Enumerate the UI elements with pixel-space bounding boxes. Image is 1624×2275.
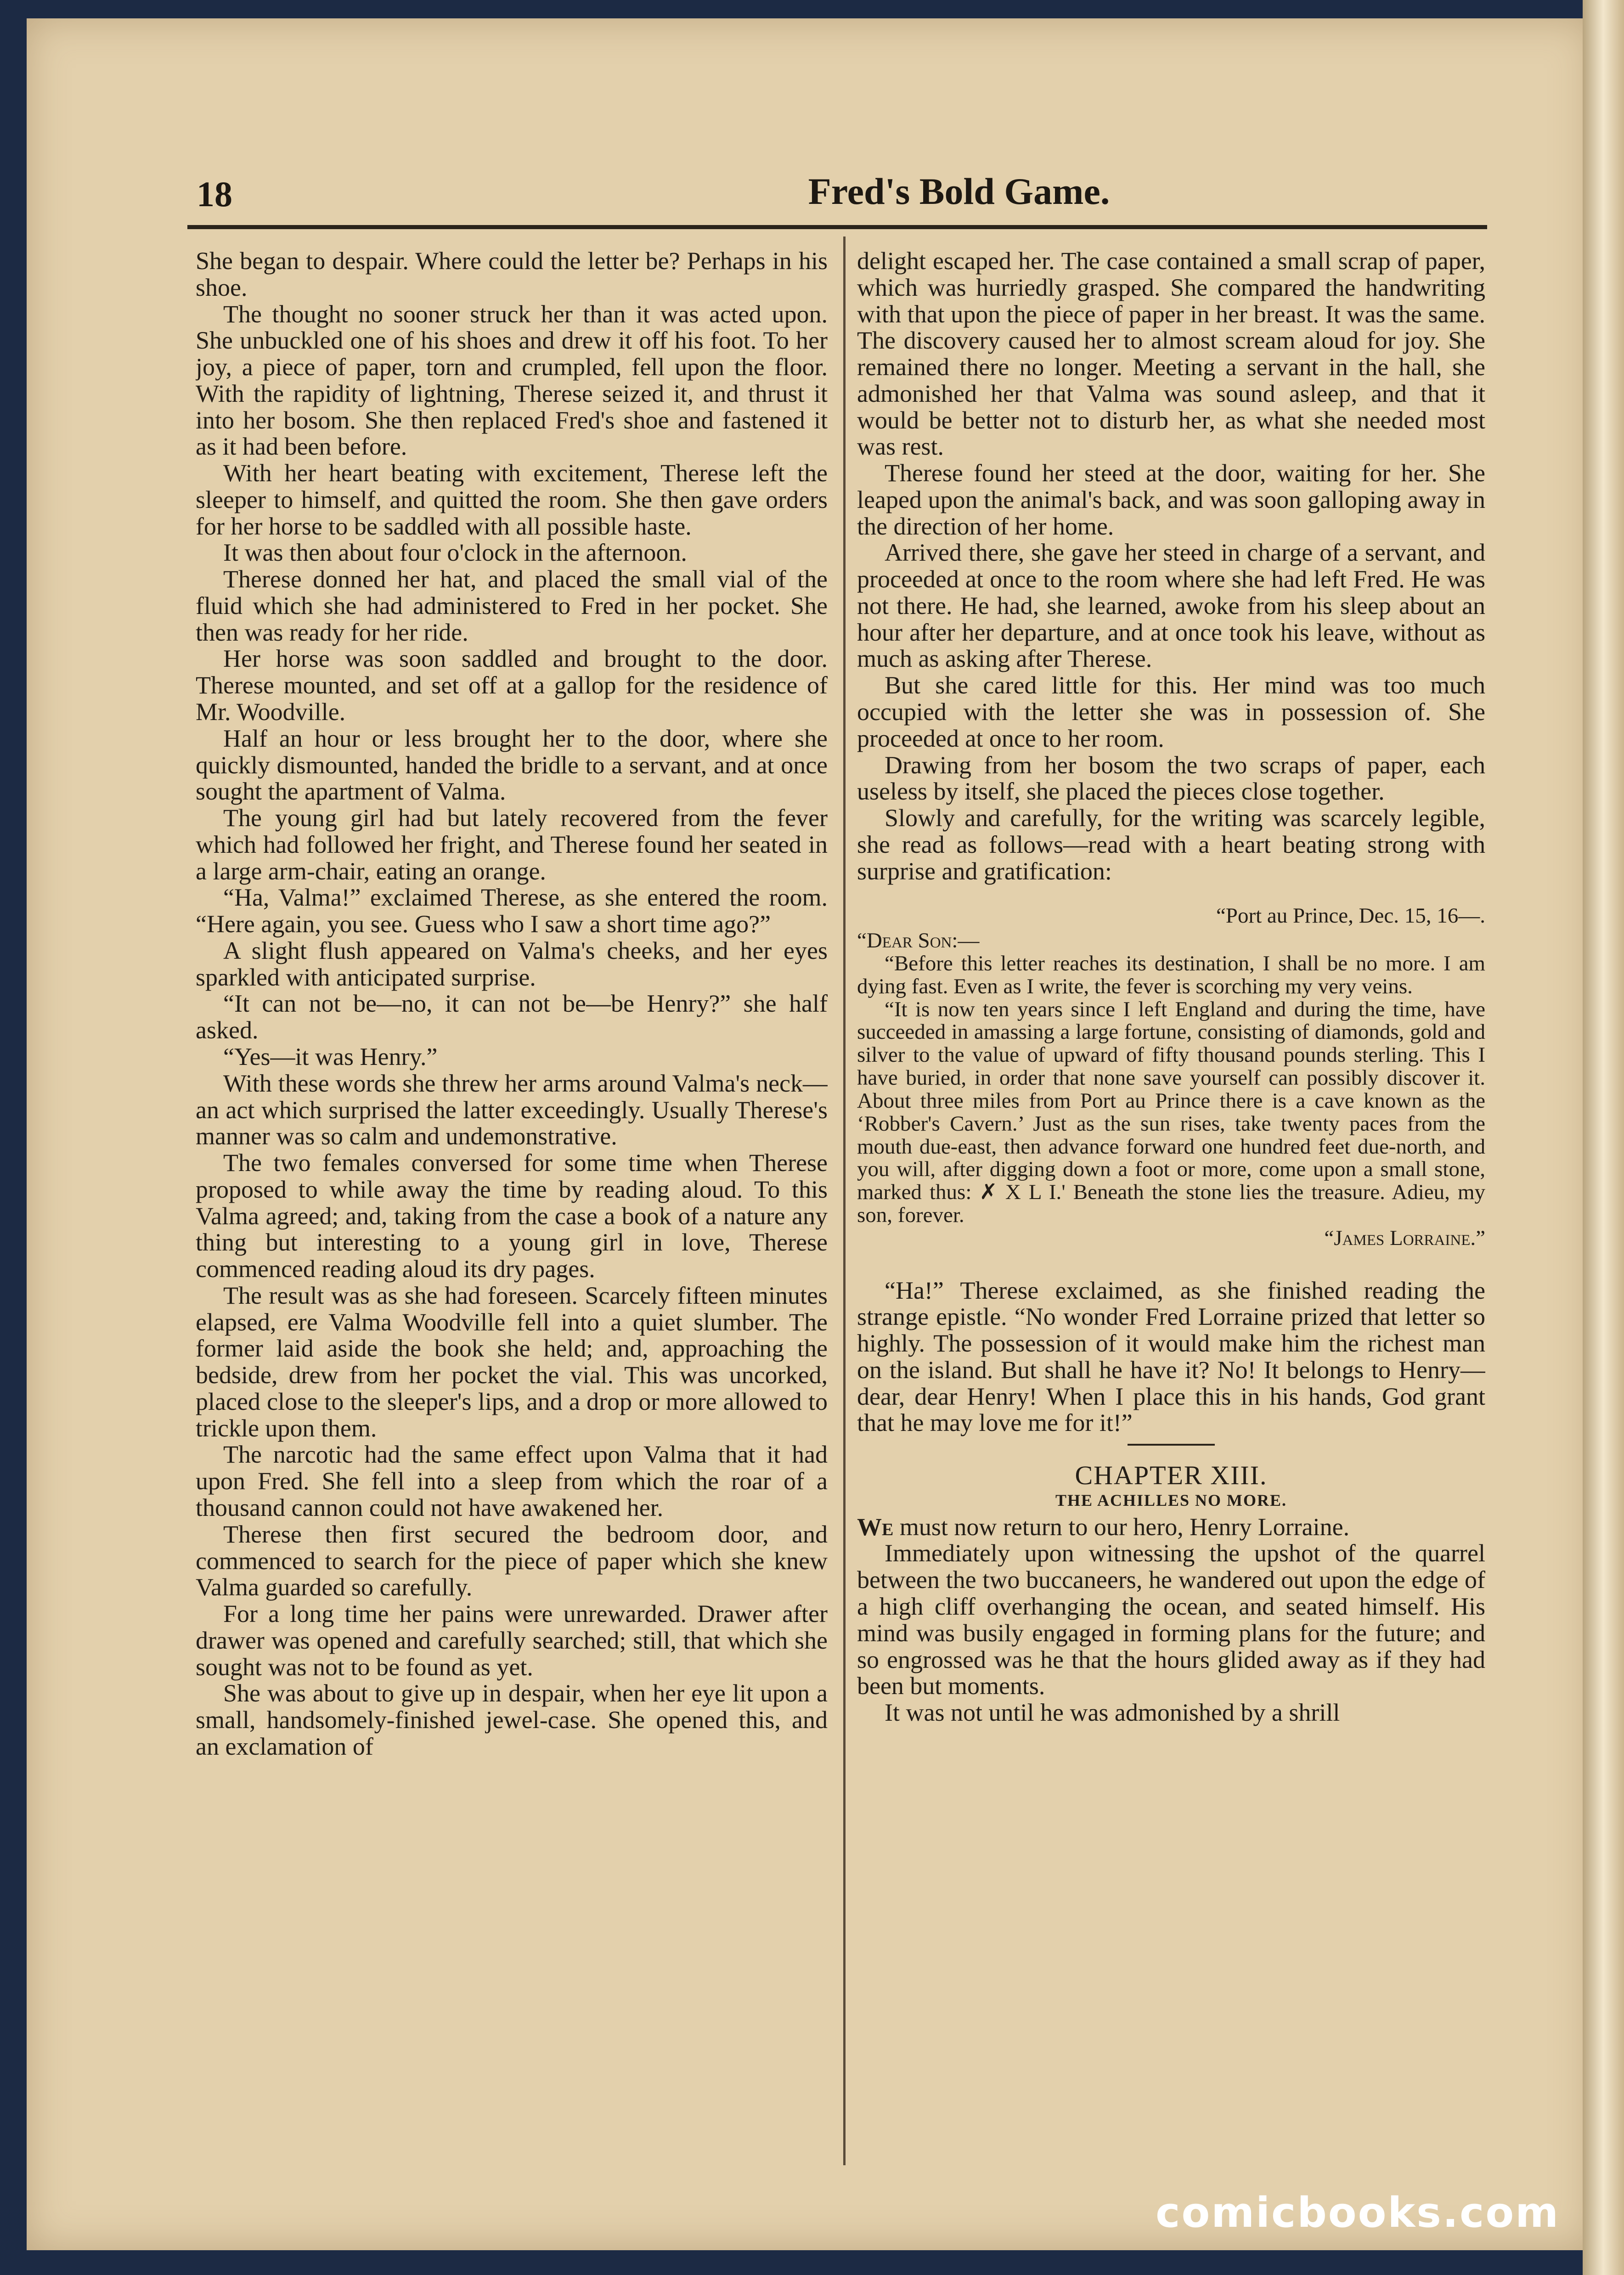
letter-paragraph: “It is now ten years since I left England and during the time, have succeeded in amassing a large fortune, consisting of diamonds, gold and silver to the value of upward of fifty thousand pounds sterling. This I have buried, in order that none save yourself can possibly discover it. About three miles from Port au Prince there is a cave known as the ‘Robber's Cavern.’ Just as the sun rises, take twenty paces from the mouth due-east, then advance forward one hundred feet due-north, and you will, after digging down a foot or more, come upon a small stone, marked thus: ✗ X L I.' Beneath the stone lies the treasure. Adieu, my son, forever. [857,997,1485,1227]
paragraph: She began to despair. Where could the letter be? Perhaps in his shoe. [196,248,828,301]
paragraph: With her heart beating with excitement, Therese left the sleeper to himself, and quitted the room. She then gave orders for her horse to be saddled with all possible haste. [196,459,828,540]
paragraph: The young girl had but lately recovered from the fever which had followed her fright, and Therese found her seated in a large arm-chair, eating an orange. [196,804,828,885]
letter-signature: “James Lorraine.” [1324,1226,1485,1250]
letter-paragraph: “Before this letter reaches its destination, I shall be no more. I am dying fast. Even as I write, the fever is scorching my very veins. [857,952,1485,998]
chapter-opening-paragraph [857,1514,1485,1541]
paragraph: “Ha!” Therese exclaimed, as she finished reading the strange epistle. “No wonder Fred Lorraine prized that letter so highly. The possession of it would make him the richest man on the island. But shall he have it? No! It belongs to Henry—dear, dear Henry! When I place this in his hands, God grant that he may love me for it!” [857,1276,1485,1437]
paragraph: For a long time her pains were unrewarded. Drawer after drawer was opened and carefully searched; still, that which she sought was not to be found as yet. [196,1600,828,1681]
paragraph: The narcotic had the same effect upon Valma that it had upon Fred. She fell into a sleep from which the roar of a thousand cannon could not have awakened her. [196,1441,828,1521]
left-column [196,248,828,2168]
header-rule [187,225,1487,229]
paragraph: Therese donned her hat, and placed the small vial of the fluid which she had administered to Fred in her pocket. She then was ready for her ride. [196,565,828,646]
column-divider [843,237,846,2165]
watermark: comicbooks.com [1156,2189,1560,2237]
letter-salutation: “Dear Son:— [857,929,980,953]
chapter-subtitle: THE ACHILLES NO MORE. [1055,1491,1287,1510]
paragraph: With these words she threw her arms around Valma's neck—an act which surprised the latter exceedingly. Usually Therese's manner was so calm and undemonstrative. [196,1069,828,1150]
right-column [857,248,1485,2168]
letter-date: “Port au Prince, Dec. 15, 16—. [1216,904,1485,928]
page-header [197,165,1483,225]
chapter-first-rest: must now return to our hero, Henry Lorraine. [893,1513,1350,1541]
paragraph: “Ha, Valma!” exclaimed Therese, as she entered the room. “Here again, you see. Guess who I saw a short time ago?” [196,884,828,938]
chapter-first-word: We [857,1513,894,1541]
paragraph: It was then about four o'clock in the afternoon. [223,539,687,567]
paragraph: The thought no sooner struck her than it was acted upon. She unbuckled one of his shoes and drew it off his foot. To her joy, a piece of paper, torn and crumpled, fell upon the floor. With the rapidity of lightning, Therese seized it, and thrust it into her bosom. She then replaced Fred's shoe and fastened it as it had been before. [196,300,828,461]
paragraph: It was not until he was admonished by a shrill [885,1699,1340,1727]
paragraph: A slight flush appeared on Valma's cheeks, and her eyes sparkled with anticipated surprise. [196,936,828,991]
paragraph: But she cared little for this. Her mind was too much occupied with the letter she was in possession of. She proceeded at once to her room. [857,671,1485,752]
paragraph: “Yes—it was Henry.” [223,1042,438,1070]
paragraph: delight escaped her. The case contained a small scrap of paper, which was hurriedly grasped. She compared the handwriting with that upon the piece of paper in her breast. It was the same. The discovery caused her to almost scream aloud for joy. She remained there no longer. Meeting a servant in the hall, she admonished her that Valma was sound asleep, and that it would be better not to disturb her, as what she needed most was rest. [857,248,1485,461]
paragraph: Slowly and carefully, for the writing was scarcely legible, she read as follows—read with a heart beating strong with surprise and gratification: [857,804,1485,885]
section-divider [1128,1444,1215,1446]
paragraph: Therese then first secured the bedroom door, and commenced to search for the piece of paper which she knew Valma guarded so carefully. [196,1520,828,1601]
letter-block [857,905,1485,1250]
paragraph: “It can not be—no, it can not be—be Henry?” she half asked. [196,990,828,1044]
paragraph: Drawing from her bosom the two scraps of paper, each useless by itself, she placed the pieces close together. [857,751,1485,805]
paragraph: Half an hour or less brought her to the door, where she quickly dismounted, handed the bridle to a servant, and at once sought the apartment of Valma. [196,724,828,805]
paragraph: Arrived there, she gave her steed in charge of a servant, and proceeded at once to the room where she had left Fred. He was not there. He had, she learned, awoke from his sleep about an hour after her departure, and at once took his leave, without as much as asking after Therese. [857,539,1485,673]
paragraph: The result was as she had foreseen. Scarcely fifteen minutes elapsed, ere Valma Woodville fell into a quiet slumber. The former laid aside the book she held; and, approaching the bedside, drew from her pocket the vial. This was uncorked, placed close to the sleeper's lips, and a drop or more allowed to trickle upon them. [196,1281,828,1442]
paragraph: She was about to give up in despair, when her eye lit upon a small, handsomely-finished jewel-case. She opened this, and an exclamation of [196,1679,828,1760]
chapter-title: CHAPTER XIII. [1075,1460,1268,1491]
paragraph: Her horse was soon saddled and brought to the door. Therese mounted, and set off at a gallop for the residence of Mr. Woodville. [196,645,828,726]
paragraph: The two females conversed for some time when Therese proposed to while away the time by reading aloud. To this Valma agreed; and, taking from the case a book of a nature any thing but interesting to a young girl in love, Therese commenced reading aloud its dry pages. [196,1149,828,1283]
page-edge [1583,0,1624,2275]
page-number: 18 [197,174,232,214]
book-page [27,18,1593,2250]
running-title: Fred's Bold Game. [808,170,1110,212]
paragraph: Therese found her steed at the door, waiting for her. She leaped upon the animal's back, and was soon galloping away in the direction of her home. [857,459,1485,540]
paragraph: Immediately upon witnessing the upshot of the quarrel between the two buccaneers, he wandered out upon the edge of a high cliff overhanging the ocean, and seated himself. His mind was busily engaged in forming plans for the future; and so engrossed was he that the hours glided away as if they had been but moments. [857,1539,1485,1700]
